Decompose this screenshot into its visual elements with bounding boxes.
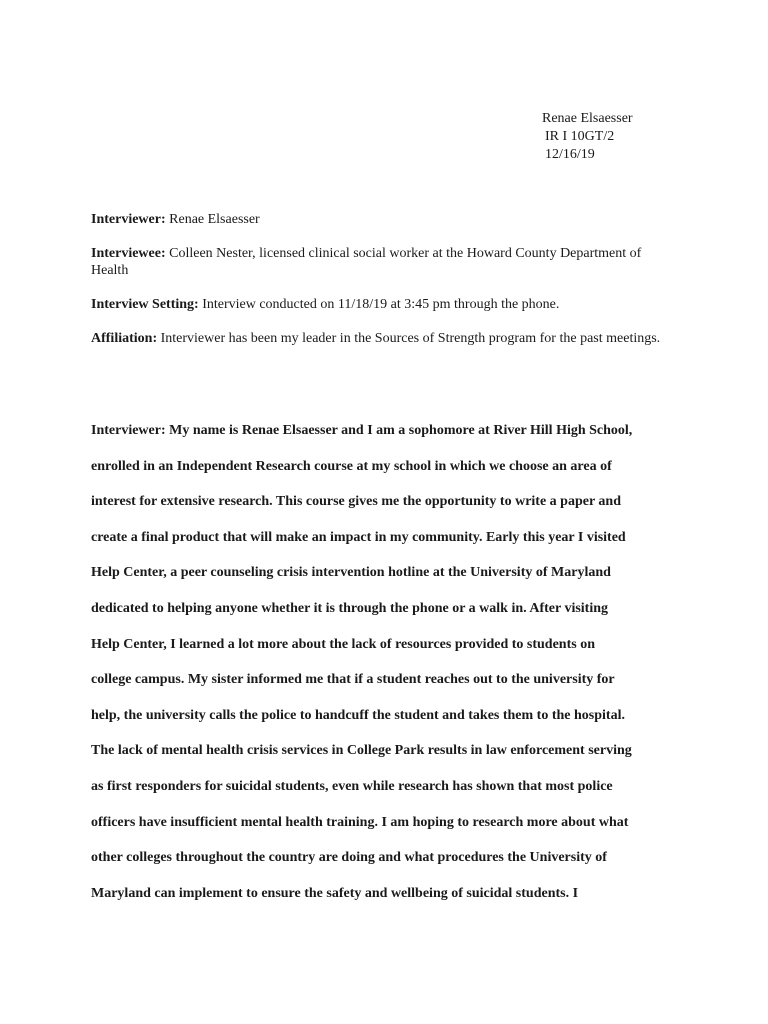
author-name: Renae Elsaesser: [542, 111, 633, 126]
header-block: [542, 110, 633, 164]
transcript-line: Maryland can implement to ensure the safety and wellbeing of suicidal students. I: [91, 885, 579, 901]
interviewer-value: Renae Elsaesser: [169, 212, 260, 227]
transcript-line: dedicated to helping anyone whether it is through the phone or a walk in. After visiting: [91, 600, 609, 616]
transcript-line: create a final product that will make an impact in my community. Early this year I visited: [91, 529, 626, 545]
interviewer-info: [91, 211, 681, 228]
interviewee-value: Colleen Nester, licensed clinical social worker at the Howard County Department of Health: [91, 246, 642, 278]
transcript-line: interest for extensive research. This course gives me the opportunity to write a paper and: [91, 494, 622, 510]
interview-transcript: [91, 413, 691, 911]
interview-setting-info: [91, 296, 681, 313]
transcript-line: help, the university calls the police to handcuff the student and takes them to the hospital.: [91, 707, 625, 723]
affiliation-info: [91, 330, 681, 347]
transcript-line: other colleges throughout the country are doing and what procedures the University of: [91, 850, 607, 866]
course-code: IR I 10GT/2: [545, 129, 615, 144]
transcript-line: enrolled in an Independent Research course at my school in which we choose an area of: [91, 458, 612, 474]
transcript-line: The lack of mental health crisis services in College Park results in law enforcement serving: [91, 743, 632, 759]
affiliation-label: Affiliation:: [91, 331, 158, 346]
transcript-line: college campus. My sister informed me that if a student reaches out to the university for: [91, 672, 615, 688]
document-date: 12/16/19: [545, 147, 595, 162]
interview-setting-value: Interview conducted on 11/18/19 at 3:45 pm through the phone.: [202, 297, 560, 312]
affiliation-value: Interviewer has been my leader in the Sources of Strength program for the past meetings.: [160, 331, 661, 346]
transcript-line: officers have insufficient mental health training. I am hoping to research more about what: [91, 814, 629, 830]
transcript-line: Interviewer: My name is Renae Elsaesser and I am a sophomore at River Hill High School,: [91, 423, 633, 438]
transcript-line: Help Center, I learned a lot more about the lack of resources provided to students on: [91, 636, 595, 652]
interviewee-info: [91, 245, 681, 279]
transcript-line: Help Center, a peer counseling crisis intervention hotline at the University of Maryland: [91, 565, 611, 581]
interview-setting-label: Interview Setting:: [91, 297, 199, 312]
transcript-line: as first responders for suicidal students, even while research has shown that most police: [91, 778, 613, 794]
interviewee-label: Interviewee:: [91, 246, 166, 261]
interviewer-label: Interviewer:: [91, 212, 166, 227]
